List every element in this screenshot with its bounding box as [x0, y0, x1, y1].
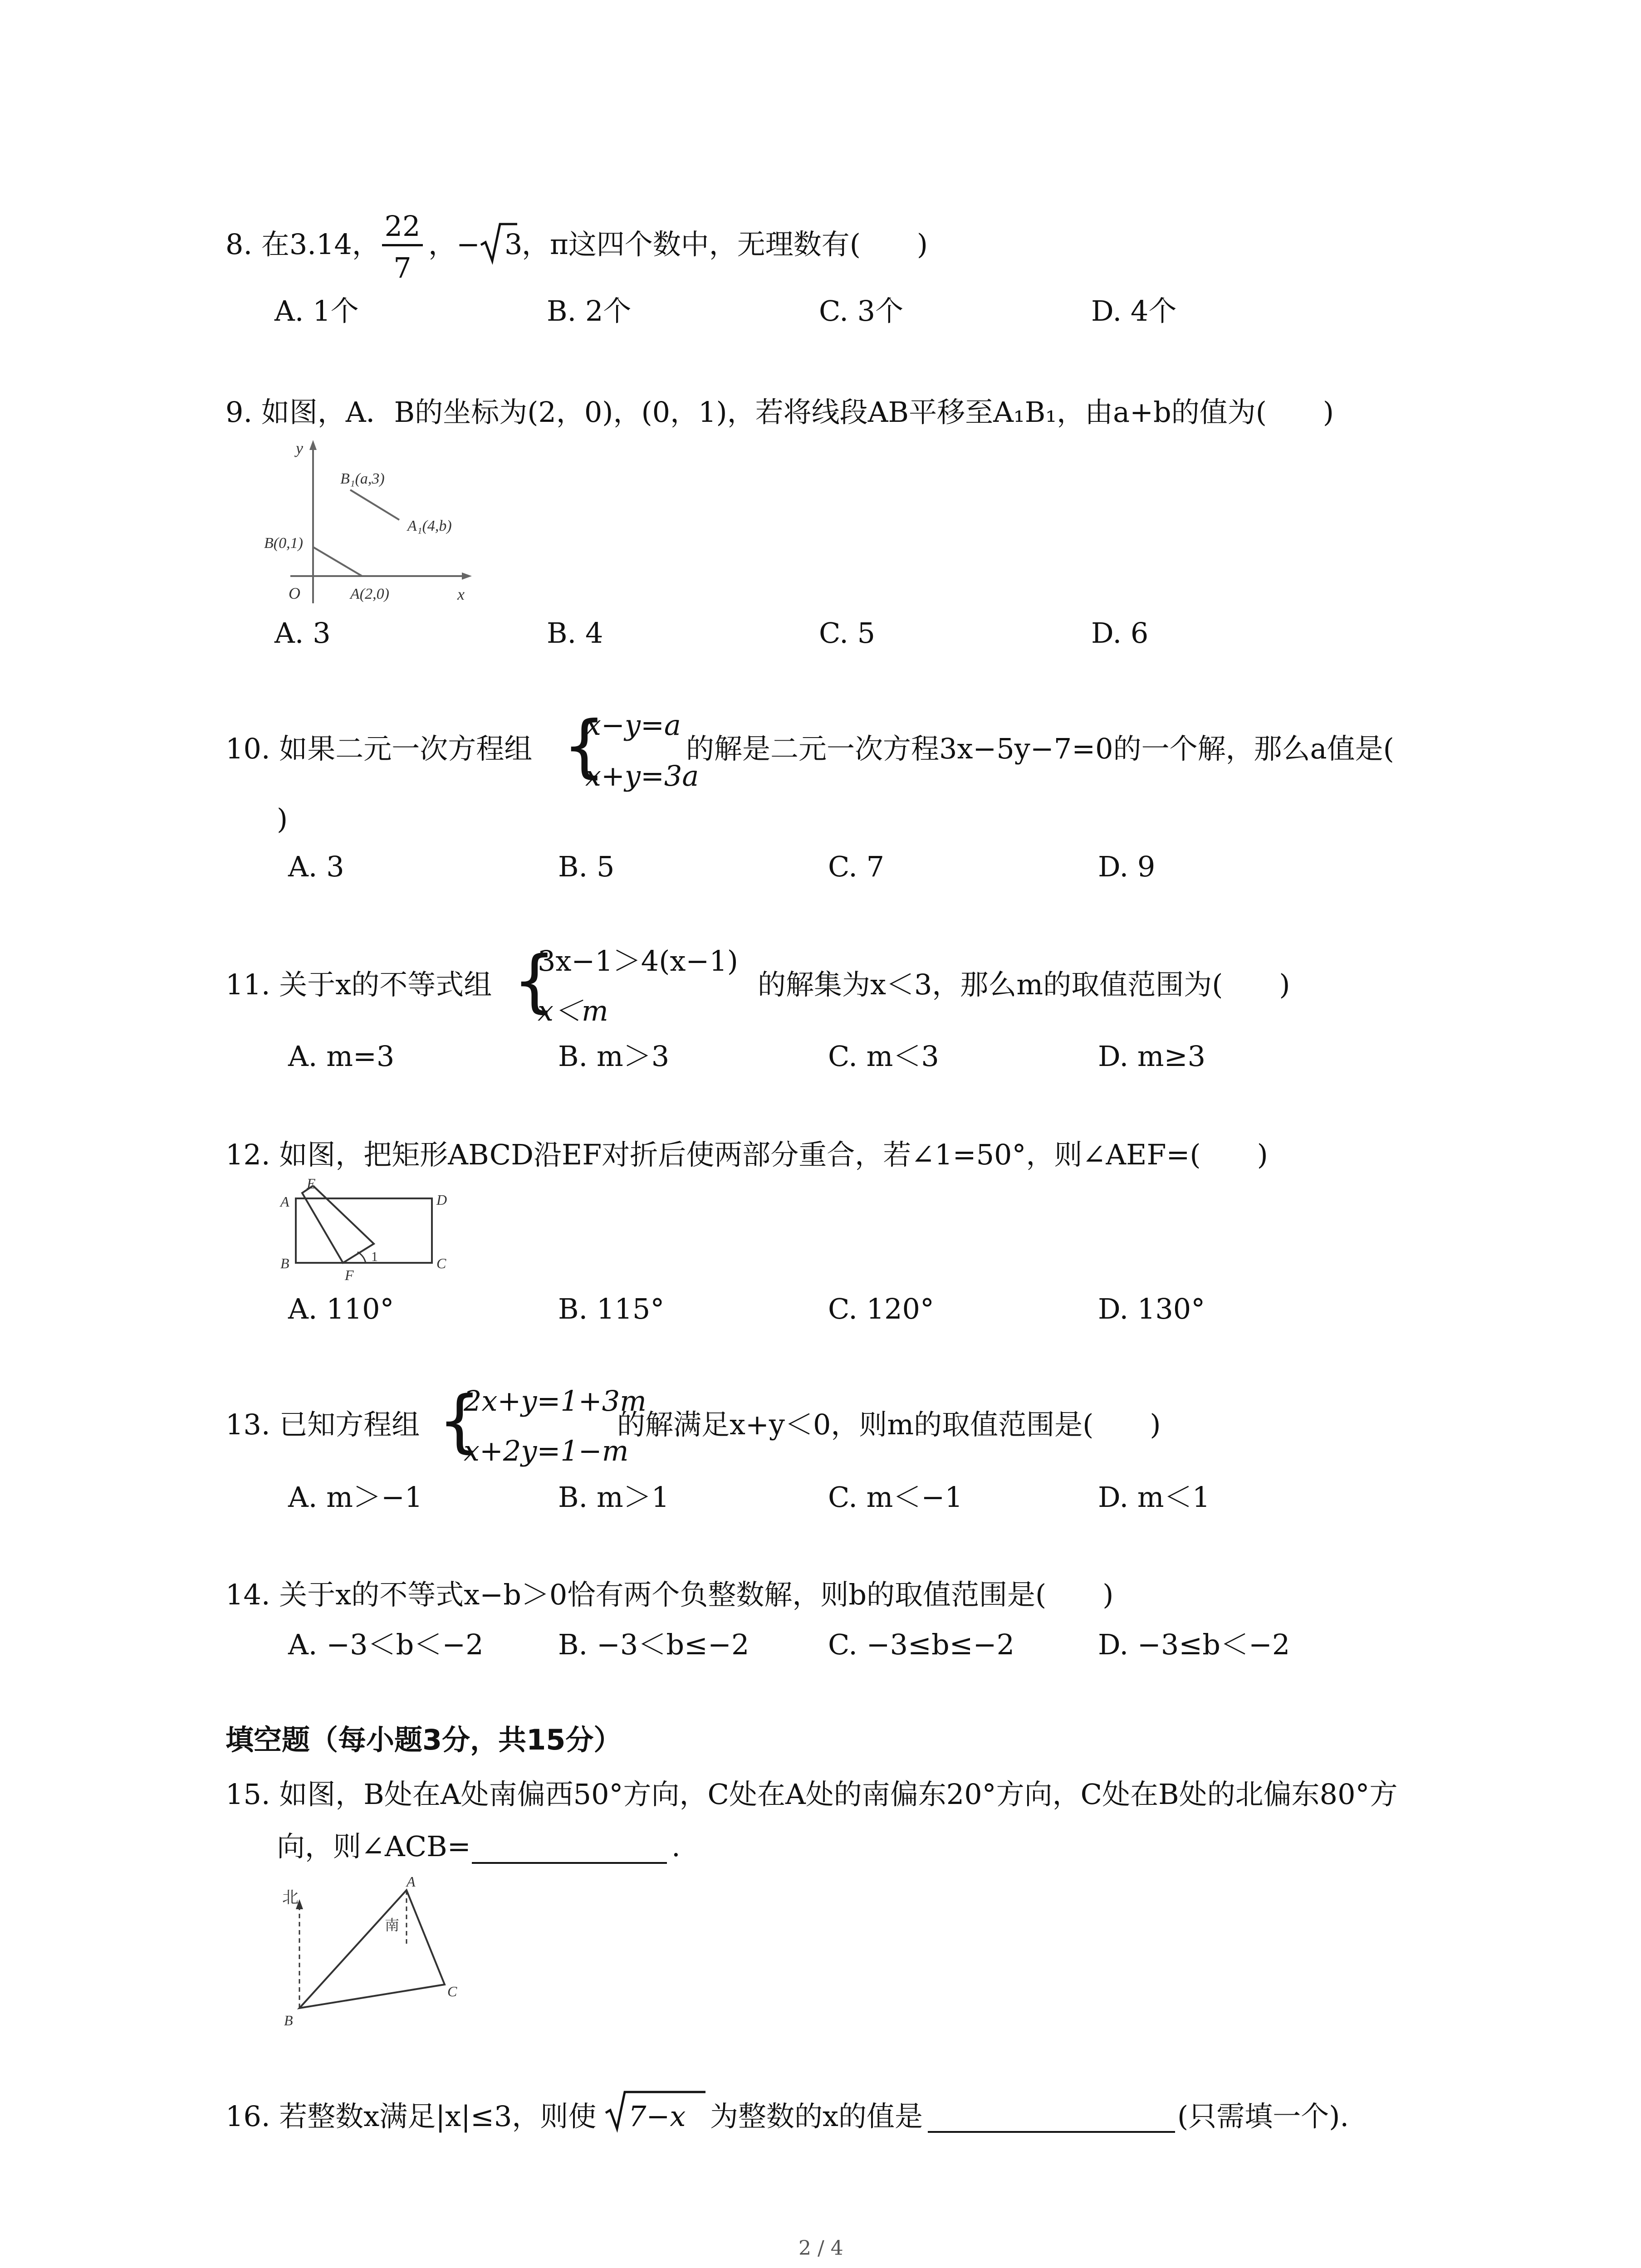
q16-pre: 16. 若整数x满足|x|≤3，则使	[225, 2100, 597, 2133]
q12-option-a: A. 110°	[288, 1292, 394, 1325]
q8-stem-post: ，π这四个数中，无理数有( )	[522, 228, 928, 261]
q11-option-a: A. m=3	[288, 1040, 395, 1073]
q16-sqrt-expression: 7−x	[628, 2100, 686, 2133]
q13-equation-1: 2x+y=1+3m	[464, 1384, 647, 1418]
q8-option-a: A. 1个	[274, 294, 359, 327]
vertex-a-label: A	[280, 1193, 289, 1210]
q12-option-c: C. 120°	[828, 1292, 934, 1325]
south-label: 南	[385, 1917, 400, 1933]
point-b-label: B	[284, 2012, 293, 2028]
axis-x-label: x	[457, 585, 465, 603]
q15-bearing-figure	[272, 1873, 463, 2030]
q13-stem-post: 的解满足x+y＜0，则m的取值范围是( )	[617, 1408, 1161, 1441]
q8-sqrt-value: 3	[505, 228, 523, 261]
q12-stem: 12. 如图，把矩形ABCD沿EF对折后使两部分重合，若∠1=50°，则∠AEF=( )	[225, 1138, 1268, 1171]
q10-stem-tail: )	[277, 802, 288, 836]
q14-stem: 14. 关于x的不等式x−b＞0恰有两个负整数解，则b的取值范围是( )	[225, 1578, 1114, 1611]
q10-stem-pre: 10. 如果二元一次方程组	[225, 732, 533, 765]
q13-option-c: C. m＜−1	[828, 1481, 963, 1514]
q8-option-c: C. 3个	[819, 294, 904, 327]
q11-stem-post: 的解集为x＜3，那么m的取值范围为( )	[758, 968, 1290, 1001]
q10-equation-1: x−y=a	[585, 709, 681, 742]
q10-equation-2: x+y=3a	[585, 759, 699, 792]
q14-option-d: D. −3≤b＜−2	[1098, 1628, 1290, 1661]
q8-option-b: B. 2个	[547, 294, 632, 327]
q13-option-d: D. m＜1	[1098, 1481, 1210, 1514]
section-heading: 填空题（每小题3分，共15分）	[225, 1723, 622, 1756]
q13-stem-pre: 13. 已知方程组	[225, 1408, 420, 1441]
vertex-b-label: B	[280, 1255, 289, 1271]
q15-line-1: 15. 如图，B处在A处南偏西50°方向，C处在A处的南偏东20°方向，C处在B处的北偏东80°方	[225, 1778, 1398, 1811]
q13-equation-2: x+2y=1−m	[464, 1434, 629, 1467]
axis-y-label: y	[296, 439, 303, 457]
q14-option-a: A. −3＜b＜−2	[288, 1628, 484, 1661]
q10-option-c: C. 7	[828, 850, 885, 883]
fraction-bar	[382, 244, 423, 246]
point-a-label: A	[407, 1873, 416, 1890]
q10-option-a: A. 3	[288, 850, 344, 883]
q15-line-2: 向，则∠ACB=	[277, 1830, 471, 1863]
q10-option-d: D. 9	[1098, 850, 1156, 883]
angle-1-label: 1	[371, 1249, 378, 1264]
point-a-label: A(2,0)	[350, 586, 389, 602]
q15-answer-blank[interactable]	[472, 1830, 667, 1864]
q11-option-b: B. m＞3	[558, 1040, 670, 1073]
q9-coordinate-figure	[263, 440, 481, 608]
q8-comma: ，−	[428, 228, 480, 261]
north-label: 北	[282, 1888, 299, 1906]
origin-label: O	[289, 584, 300, 602]
q15-period: .	[671, 1830, 681, 1863]
left-brace-icon: {	[513, 942, 556, 1021]
q12-rectangle-figure	[277, 1175, 467, 1284]
q14-option-c: C. −3≤b≤−2	[828, 1628, 1015, 1661]
q9-option-b: B. 4	[547, 616, 603, 650]
vertex-c-label: C	[436, 1255, 446, 1271]
q11-equation-1: 3x−1＞4(x−1)	[538, 944, 738, 978]
q12-option-b: B. 115°	[558, 1292, 665, 1325]
q8-option-d: D. 4个	[1091, 294, 1177, 327]
q14-option-b: B. −3＜b≤−2	[558, 1628, 749, 1661]
left-brace-icon: {	[438, 1382, 481, 1461]
q9-option-d: D. 6	[1091, 616, 1149, 650]
page-number: 2 / 4	[798, 2237, 843, 2260]
q10-option-b: B. 5	[558, 850, 615, 883]
point-b-label: B(0,1)	[264, 535, 303, 552]
q10-stem-post: 的解是二元一次方程3x−5y−7=0的一个解，那么a值是(	[686, 732, 1394, 765]
q9-option-a: A. 3	[274, 616, 331, 650]
q11-equation-2: x＜m	[538, 994, 608, 1027]
q12-option-d: D. 130°	[1098, 1292, 1205, 1325]
q11-option-c: C. m＜3	[828, 1040, 939, 1073]
point-a1-label: A₁(4,b)	[407, 518, 452, 534]
q16-mid: 为整数的x的值是	[710, 2100, 923, 2133]
fraction-denominator: 7	[393, 251, 411, 284]
vertex-d-label: D	[436, 1192, 447, 1208]
q9-stem: 9. 如图，A．B的坐标为(2，0)，(0，1)，若将线段AB平移至A₁B₁，由a+b的值为( )	[225, 396, 1334, 429]
q13-option-b: B. m＞1	[558, 1481, 670, 1514]
q13-option-a: A. m＞−1	[288, 1481, 423, 1514]
vertex-e-label: E	[307, 1175, 316, 1192]
q16-post: (只需填一个).	[1177, 2100, 1349, 2133]
q9-option-c: C. 5	[819, 616, 876, 650]
q11-option-d: D. m≥3	[1098, 1040, 1206, 1073]
left-brace-icon: {	[563, 707, 606, 786]
q8-stem-pre: 8. 在3.14，	[225, 228, 380, 261]
q16-answer-blank[interactable]	[928, 2099, 1175, 2133]
point-b1-label: B₁(a,3)	[340, 470, 385, 487]
vertex-f-label: F	[345, 1267, 354, 1283]
fraction-numerator: 22	[384, 210, 421, 243]
point-c-label: C	[447, 1983, 457, 1999]
q11-stem-pre: 11. 关于x的不等式组	[225, 968, 492, 1001]
